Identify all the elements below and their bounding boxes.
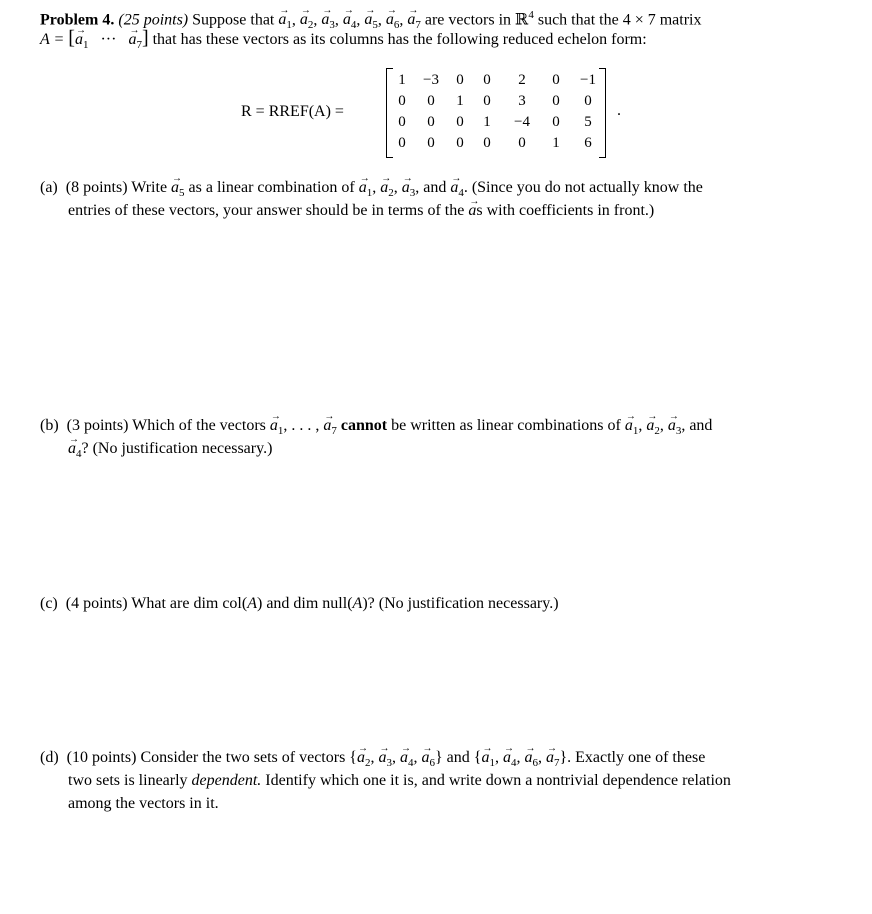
vector-a5: → $a_5$ <box>364 10 378 35</box>
dependent-emphasis: dependent. <box>191 772 262 789</box>
vector-a2: → $a_2$ <box>300 10 314 35</box>
matrix-cell-r2-c7: 0 <box>584 93 592 109</box>
matrix-cell-r1-c2: −3 <box>423 72 439 88</box>
rref-matrix <box>386 68 606 158</box>
matrix-cell-r2-c2: 0 <box>427 93 435 109</box>
part-a-points: (8 points) <box>65 179 128 196</box>
matrix-cell-r3-c4: 1 <box>483 114 491 130</box>
cannot-emphasis: cannot <box>340 417 388 434</box>
matrix-cell-r3-c2: 0 <box>427 114 435 130</box>
matrix-cell-r4-c1: 0 <box>398 135 406 151</box>
part-b-label: (b) <box>40 417 59 434</box>
reals-symbol: ℝ <box>515 11 529 29</box>
matrix-cell-r2-c6: 0 <box>552 93 560 109</box>
matrix-cell-r3-c5: −4 <box>514 114 530 130</box>
matrix-cell-r1-c1: 1 <box>398 72 406 88</box>
problem-label: Problem 4. <box>40 11 115 29</box>
part-d-line-2: two sets is linearly dependent. Identify which one it is, and write down a nontrivial dependence relation <box>68 772 731 789</box>
part-c-points: (4 points) <box>65 595 128 612</box>
ellipsis: ··· <box>100 31 117 48</box>
matrix-cell-r2-c1: 0 <box>398 93 406 109</box>
matrix-cell-r3-c1: 0 <box>398 114 406 130</box>
problem-intro-line-1: Problem 4. (25 points) Suppose that → $a_1$, → $a_2$, → $a_3$, → $a_4$, → $a_5$, → $a_6$, → $a_7$ are vectors in ℝ$^4$ such that the 4 × 7 matrix <box>40 5 702 36</box>
matrix-cell-r1-c5: 2 <box>518 72 526 88</box>
matrix-period: . <box>617 102 621 119</box>
matrix-cell-r1-c7: −1 <box>580 72 596 88</box>
part-a-label: (a) <box>40 179 58 196</box>
part-d-line-3: among the vectors in it. <box>68 795 219 812</box>
vector-a3: → $a_3$ <box>321 10 335 35</box>
rref-equation-lhs: R = RREF(A) = <box>241 103 344 120</box>
matrix-cell-r2-c5: 3 <box>518 93 526 109</box>
matrix-cell-r4-c6: 1 <box>552 135 560 151</box>
matrix-cell-r3-c7: 5 <box>584 114 592 130</box>
right-bracket <box>599 68 606 158</box>
problem-intro-line-2: A = [→ $a_1$ ··· → $a_7$] that has these vectors as its columns has the following reduced echelon form: <box>40 28 647 55</box>
part-a-line-2: entries of these vectors, your answer should be in terms of the → as with coefficients in front.) <box>68 201 654 221</box>
matrix-cell-r3-c3: 0 <box>456 114 464 130</box>
matrix-cell-r1-c4: 0 <box>483 72 491 88</box>
part-b-line-2: → $a_4$? (No justification necessary.) <box>68 439 272 464</box>
matrix-cell-r2-c4: 0 <box>483 93 491 109</box>
vector-a7: → $a_7$ <box>407 10 421 35</box>
matrix-cell-r4-c3: 0 <box>456 135 464 151</box>
vector-a4: → $a_4$ <box>343 10 357 35</box>
vector-a6: → $a_6$ <box>386 10 400 35</box>
part-c-label: (c) <box>40 595 58 612</box>
part-b-line-1: (b) (3 points) Which of the vectors → $a_1$, . . . , → $a_7$ cannot be written as linear combinations of → $a_1$, → $a_2$, → $a_3$, and <box>40 416 712 441</box>
part-d-line-1: (d) (10 points) Consider the two sets of vectors {→ $a_2$, → $a_3$, → $a_4$, → $a_6$} and {→ $a_1$, → $a_4$, → $a_6$, → $a_7$}. Exactly one of these <box>40 748 705 773</box>
problem-points: (25 points) <box>118 11 189 29</box>
matrix-cell-r3-c6: 0 <box>552 114 560 130</box>
matrix-cell-r4-c5: 0 <box>518 135 526 151</box>
part-a-line-1: (a) (8 points) Write → $a_5$ as a linear combination of → $a_1$, → $a_2$, → $a_3$, and → $a_4$. (Since you do not actually know the <box>40 178 703 203</box>
part-b-points: (3 points) <box>66 417 129 434</box>
vector-a1: → $a_1$ <box>278 10 292 35</box>
matrix-cell-r4-c2: 0 <box>427 135 435 151</box>
matrix-cell-r1-c3: 0 <box>456 72 464 88</box>
part-d-label: (d) <box>40 749 59 766</box>
part-d-points: (10 points) <box>66 749 137 766</box>
matrix-cell-r2-c3: 1 <box>456 93 464 109</box>
matrix-cell-r1-c6: 0 <box>552 72 560 88</box>
matrix-cell-r4-c4: 0 <box>483 135 491 151</box>
part-c-line-1: (c) (4 points) What are dim col(A) and dim null(A)? (No justification necessary.) <box>40 595 559 612</box>
matrix-cell-r4-c7: 6 <box>584 135 592 151</box>
